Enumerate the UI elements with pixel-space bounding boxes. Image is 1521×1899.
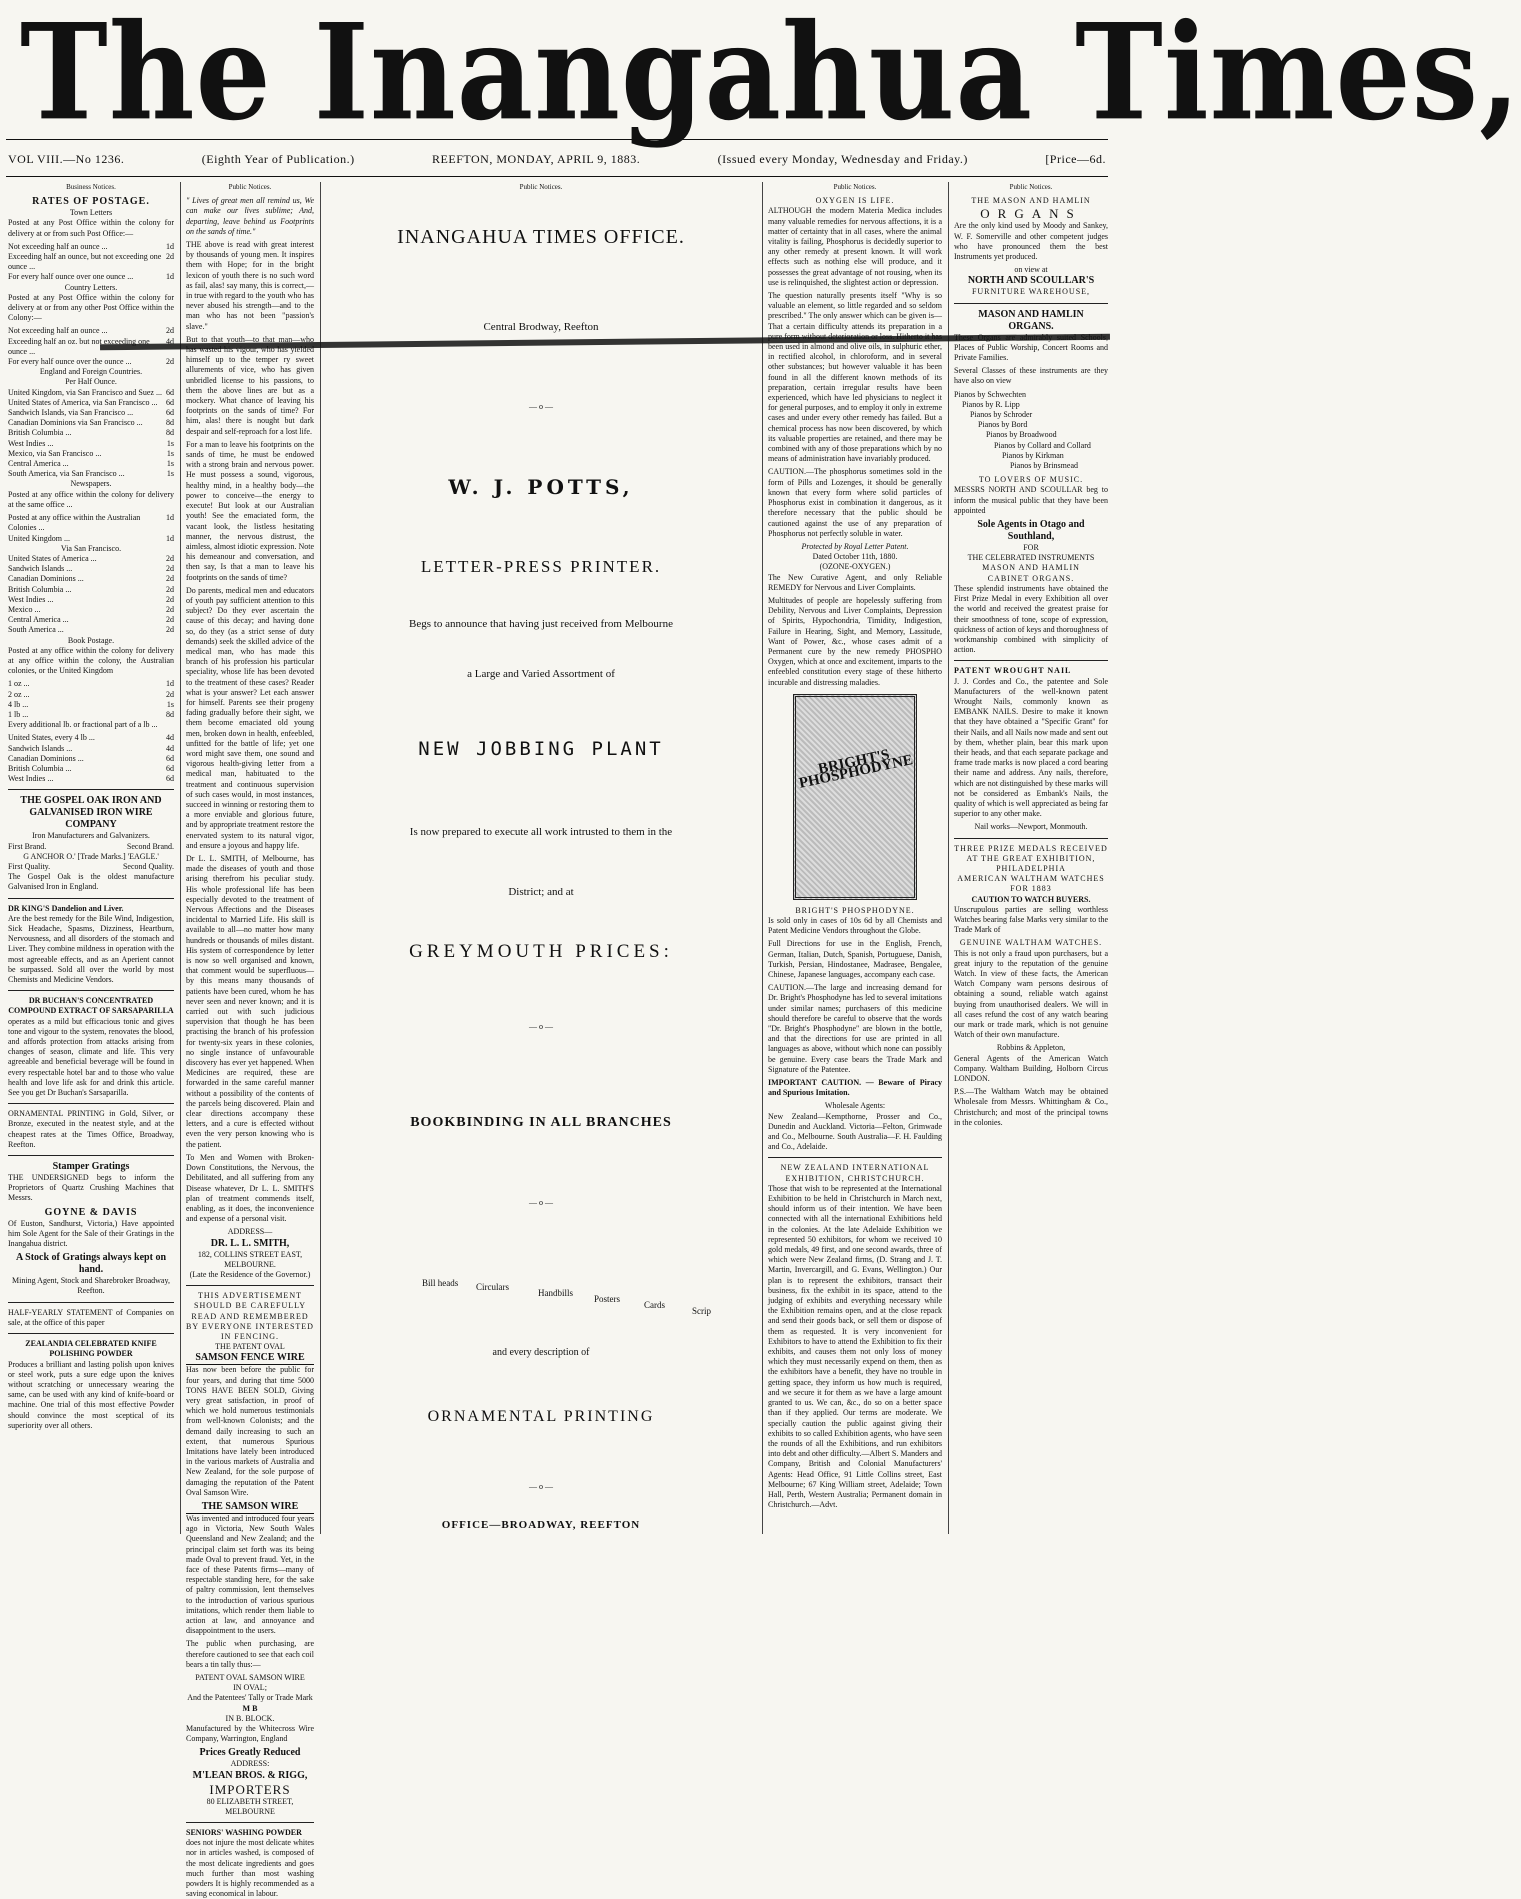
proprietor-name: W. J. POTTS, bbox=[448, 475, 634, 499]
table-cell: 1d bbox=[166, 513, 174, 523]
table-cell: Exceeding half an ounce, but not exceeding one ounce ... bbox=[8, 252, 162, 272]
paragraph: The New Curative Agent, and only Reliable REMEDY for Nervous and Liver Complaints. bbox=[768, 572, 942, 592]
table-row bbox=[8, 459, 174, 469]
column-heading: Business Notices. bbox=[66, 183, 116, 191]
table-cell: United States, every 4 lb ... bbox=[8, 733, 95, 743]
table-cell: 4d bbox=[166, 336, 174, 346]
poem: " Lives of great men all remind us, We can make our lives sublime; And, departing, leave behind us Footprints on the sands of time." bbox=[186, 196, 314, 236]
paragraph: ORNAMENTAL PRINTING in Gold, Silver, or Bronze, executed in the neatest style, and at the cheapest rates at the Times Office, Broadway, Reefton. bbox=[8, 1109, 174, 1149]
table-cell: West Indies ... bbox=[8, 438, 54, 448]
issue-schedule: (Issued every Monday, Wednesday and Friday.) bbox=[717, 152, 968, 166]
bookbinding-heading: BOOKBINDING IN ALL BRANCHES bbox=[410, 1115, 672, 1130]
ad-heading: PATENT WROUGHT NAIL bbox=[954, 666, 1072, 676]
doctor-name: DR. L. L. SMITH, bbox=[210, 1237, 290, 1249]
ad-heading: CABINET ORGANS. bbox=[987, 573, 1075, 583]
column-public-notices-3 bbox=[954, 182, 1108, 1534]
masthead bbox=[0, 0, 1521, 150]
paragraph: Posted at any Post Office within the colony for delivery at or from any other Post Office within the Colony:— bbox=[8, 292, 174, 323]
subheading: England and Foreign Countries. bbox=[39, 367, 143, 377]
tally-text: IN B. BLOCK. bbox=[225, 1713, 275, 1723]
paragraph: For a man to leave his footprints on the sands of time, he must be endowed with a strong brain and nervous power. He must possess a sound, vigorous, healthy mind, in a healthy body—the power to conceive—the energy to execute! But look at our Australian youth! See the emaciated form, the vacant look, the listless hesitating manner, the nervous distrust, the aimless, almost idiotic expression. Note his demeanour and conversation, and then say, Is that a man to leave his footprints on the sands of time? bbox=[186, 439, 314, 582]
list-item: Pianos by Collard and Collard bbox=[994, 440, 1091, 450]
divider bbox=[186, 1822, 314, 1823]
table-cell: 2 oz ... bbox=[8, 689, 30, 699]
product-item: Circulars bbox=[476, 1282, 509, 1292]
ad-heading: CAUTION TO WATCH BUYERS. bbox=[971, 894, 1091, 904]
table-cell: 1s bbox=[166, 448, 174, 458]
phosphodyne-label-illustration bbox=[793, 694, 917, 900]
column-heading: Public Notices. bbox=[228, 183, 272, 191]
table-row bbox=[8, 242, 174, 252]
table-row bbox=[8, 564, 174, 574]
paragraph: J. J. Cordes and Co., the patentee and Sole Manufacturers of the well-known patent Wrought Nails, commonly known as EMBANK NAILS. Desire to make it known that they have obtained a "Specific Grant" for their Nails, and all Nails now made and sent out by them, whether plain, bear this mark upon their heads, and that each separate package and frame trade marks is now placed a cord bearing their name and address. Any nails, therefore, which are not distinguished by these marks will not be considered as Embank's Nails, the quality of which is well appreciated as being far superior to any other make. bbox=[954, 676, 1108, 819]
table-cell: 2d bbox=[166, 625, 174, 635]
table-cell: 1d bbox=[166, 272, 174, 282]
issue-date: REEFTON, MONDAY, APRIL 9, 1883. bbox=[432, 152, 641, 166]
paragraph: Dr L. L. SMITH, of Melbourne, has made the diseases of youth and those arising therefrom his peculiar study. His whole professional life has been especially devoted to the treatment of Nervous Affections and the Diseases incidental to Married Life. His skill is available to all—no matter how many hundreds or thousands of miles distant. His system of correspondence by letter is now so well organised and known, that comment would be superfluous—by this means many thousands of patients have been cured, whom he has never seen and never known; and it is carried out with such judicious supervision that though he has been practising the branch of his profession for twenty-six years in these colonies, no single instance of unfavourable discovery has ever yet happened. When Medicines are required, these are forwarded in the same careful manner without a possibility of the contents of the parcels being discovered. Plain and clear directions accompany these letters, and a cure is effected without even the very person knowing who is the patient. bbox=[186, 854, 314, 1149]
divider bbox=[954, 838, 1108, 839]
column-heading: Public Notices. bbox=[833, 183, 877, 191]
paragraph: This is not only a fraud upon purchasers, but a great injury to the reputation of the genuine Watch. In view of these facts, the American Watch Company warn persons desirous of obtaining a sound, reliable watch against buying from unauthorised dealers. We will in all cases refund the cost of any watch bearing our mark or trade mark, which is not genuine Watch of their own manufacture. bbox=[954, 948, 1108, 1040]
table-cell: United Kingdom ... bbox=[8, 533, 70, 543]
ad-heading: SAMSON FENCE WIRE bbox=[186, 1352, 314, 1365]
table-cell: Canadian Dominions via San Francisco ... bbox=[8, 418, 143, 428]
table-cell: 2d bbox=[166, 594, 174, 604]
table-cell: 1s bbox=[166, 459, 174, 469]
table-cell: 1 oz ... bbox=[8, 679, 30, 689]
table-row bbox=[8, 700, 174, 710]
paragraph: Manufactured by the Whitecross Wire Company, Warrington, England bbox=[186, 1724, 314, 1744]
postage-table-country bbox=[8, 326, 174, 367]
quality-row bbox=[8, 862, 174, 872]
table-cell: 1s bbox=[166, 699, 174, 709]
table-cell: Canadian Dominions ... bbox=[8, 574, 84, 584]
ad-heading: TO LOVERS OF MUSIC. bbox=[978, 475, 1084, 485]
masthead-rule bbox=[6, 139, 1108, 140]
ornament: — o — bbox=[529, 1198, 553, 1207]
table-row bbox=[8, 710, 174, 720]
table-cell: 2d bbox=[166, 252, 174, 262]
tally-text: PATENT OVAL SAMSON WIRE bbox=[195, 1673, 305, 1683]
ad-heading: IMPORTERS bbox=[209, 1781, 291, 1797]
brand-row bbox=[8, 842, 174, 852]
table-cell: 1 lb ... bbox=[8, 709, 29, 719]
ad-heading: THE MASON AND HAMLIN bbox=[971, 196, 1091, 206]
announcement: a Large and Varied Assortment of bbox=[467, 668, 615, 680]
paragraph: Is sold only in cases of 10s 6d by all Chemists and Patent Medicine Vendors throughout the Globe. bbox=[768, 915, 942, 936]
table-row bbox=[8, 357, 174, 367]
paragraph: Has now been before the public for four years, and during that time 5000 TONS HAVE BEEN SOLD, Giving very great satisfaction, in proof of which we hold numerous testimonials from well-known Colonists; and the demand daily increasing to such an extent, that numerous Spurious Imitations have lately been introduced in the various markets of Australia and New Zealand, for the sole purpose of damaging the reputation of the Patent Oval Samson Wire. bbox=[186, 1365, 314, 1497]
list-item: Pianos by Broadwood bbox=[986, 430, 1057, 440]
table-cell: 1s bbox=[166, 438, 174, 448]
table-row bbox=[8, 398, 174, 408]
quality-label: Second Quality. bbox=[122, 861, 174, 871]
office-title: INANGAHUA TIMES OFFICE. bbox=[397, 226, 685, 248]
ad-heading: Stamper Gratings bbox=[52, 1161, 130, 1173]
table-cell: 8d bbox=[166, 709, 174, 719]
table-cell: 2d bbox=[166, 584, 174, 594]
table-cell: 6d bbox=[166, 387, 174, 397]
divider bbox=[8, 1103, 174, 1104]
table-row bbox=[8, 615, 174, 625]
brand-label: First Brand. bbox=[8, 841, 47, 851]
column-divider bbox=[948, 182, 949, 1534]
ad-heading: BRIGHT'S PHOSPHODYNE. bbox=[795, 905, 915, 915]
paragraph: To Men and Women with Broken-Down Constitutions, the Nervous, the Debilitated, and all suffering from any Disease whatever, Dr L. L. SMITH'S plan of treatment commends itself, enabling, as it does, the inconvenience and expense of a personal visit. bbox=[186, 1152, 314, 1224]
paragraph: The public when purchasing, are therefore cautioned to see that each coil bears a tin tally thus:— bbox=[186, 1639, 314, 1669]
table-cell: 4d bbox=[166, 743, 174, 753]
ad-heading: M'LEAN BROS. & RIGG, bbox=[192, 1769, 308, 1781]
ad-heading: OXYGEN IS LIFE. bbox=[815, 196, 895, 206]
doctor-address: 182, COLLINS STREET EAST, MELBOURNE. bbox=[197, 1249, 303, 1269]
table-cell: 2d bbox=[166, 574, 174, 584]
table-cell: Central America ... bbox=[8, 615, 69, 625]
postage-table-book bbox=[8, 679, 174, 720]
table-cell: 2d bbox=[166, 564, 174, 574]
ad-heading: SENIORS' WASHING POWDER bbox=[186, 1828, 302, 1838]
paragraph: IMPORTANT CAUTION. — Beware of Piracy and Spurious Imitation. bbox=[768, 1078, 942, 1098]
table-row bbox=[8, 252, 174, 272]
table-cell: 2d bbox=[166, 326, 174, 336]
paragraph: Was invented and introduced four years ago in Victoria, New South Wales Queensland and New Zealand; and the principal claim set forth was its being made Oval to prevent fraud. Yet, in the face of these Patents firms—many of respectable standing here, for the sake of paltry commission, lent themselves to the introduction of various spurious imitations, which render them liable to action at law, and annoyance and disappointment to the users. bbox=[186, 1513, 314, 1636]
paragraph: Every additional lb. or fractional part of a lb ... bbox=[8, 720, 158, 730]
ad-subheading: 80 ELIZABETH STREET, MELBOURNE bbox=[206, 1796, 294, 1816]
table-row bbox=[8, 326, 174, 336]
ad-subheading: Iron Manufacturers and Galvanizers. bbox=[32, 831, 150, 841]
product-item: Bill heads bbox=[422, 1278, 459, 1288]
trade-title: LETTER-PRESS PRINTER. bbox=[420, 557, 662, 576]
table-cell: Canadian Dominions ... bbox=[8, 753, 84, 763]
table-row bbox=[8, 690, 174, 700]
signature: Robbins & Appleton, bbox=[996, 1043, 1066, 1053]
table-cell: 1d bbox=[166, 679, 174, 689]
label-text: BRIGHT'S PHOSPHODYNE bbox=[797, 746, 915, 792]
paragraph: THE above is read with great interest by thousands of young men. It inspires them with Hope; for in the bright lexicon of youth there is no such word as fail, alas! say many, this is correct,—in true with regard to the youth who has never abused his strength—and to the man who has not been "passion's slave." bbox=[186, 240, 314, 331]
column-public-notices-2 bbox=[768, 182, 942, 1534]
table-cell: 2d bbox=[166, 357, 174, 367]
table-row bbox=[8, 469, 174, 479]
table-cell: United Kingdom, via San Francisco and Suez ... bbox=[8, 387, 162, 397]
office-location: Central Brodway, Reefton bbox=[483, 321, 599, 333]
table-row bbox=[8, 554, 174, 564]
ad-heading: NORTH AND SCOULLAR'S bbox=[967, 275, 1095, 287]
table-cell: British Columbia ... bbox=[8, 763, 72, 773]
column-divider bbox=[762, 182, 763, 1534]
paragraph: ALTHOUGH the modern Materia Medica includes many valuable remedies for nervous affections, it is a matter of certainty that in all cases, where the animal vitality is failing, Phosphorus is decidedly superior to any other remedy at present known. It will work effects such as nothing else will produce, and it possesses the great advantage of not rousing, when its use is relinquished, the slightest action or depression. bbox=[768, 206, 942, 287]
subheading: Wholesale Agents: bbox=[824, 1101, 886, 1111]
table-row bbox=[8, 625, 174, 635]
piano-list bbox=[954, 390, 1108, 472]
ad-heading: Prices Greatly Reduced bbox=[199, 1747, 301, 1759]
ad-heading: DR BUCHAN'S CONCENTRATED COMPOUND EXTRACT OF SARSAPARILLA bbox=[8, 996, 174, 1016]
list-item: Pianos by R. Lipp bbox=[962, 399, 1020, 409]
table-cell: Sandwich Islands ... bbox=[8, 564, 73, 574]
brand-label: Second Brand. bbox=[126, 841, 174, 851]
paragraph: THE UNDERSIGNED begs to inform the Proprietors of Quartz Crushing Machines that Messrs. bbox=[8, 1173, 174, 1203]
ad-heading: MASON AND HAMLIN bbox=[982, 563, 1080, 573]
ad-heading: Sole Agents in Otago and Southland, bbox=[977, 519, 1085, 543]
table-row bbox=[8, 513, 174, 533]
paragraph: Do parents, medical men and educators of youth pay sufficient attention to this subject? Do they ever ascertain the cause of this decay; and having done so, do they (as a strict sense of duty demands) seek the skilled advice of the medical man, who has made this branch of his profession his particular speciality, whose life has been devoted to the treatment of these cases? Reader what is your answer? Let each answer for himself. Parents see their progeny fading gradually before their sight, we them become emaciated old young men, broken down in health, enfeebled, unfitted for the battle of life; yet one word might save them, one sound and vigorous health-giving letter from a medical man, habituated to the treatment and continuous supervision of such cases would, in most instances, succeed in winning or restoring them to a more enviable and glorious future, and by appropriate treatment restore the enervated system to its natural vigor, and ensure a joyous and happy life. bbox=[186, 585, 314, 850]
table-cell: For every half ounce over one ounce ... bbox=[8, 272, 134, 282]
table-cell: 8d bbox=[166, 418, 174, 428]
table-cell: 6d bbox=[166, 397, 174, 407]
ad-heading: GENUINE WALTHAM WATCHES. bbox=[959, 938, 1103, 948]
postage-table-foreign bbox=[8, 388, 174, 480]
patent-date: Dated October 11th, 1880. bbox=[812, 552, 898, 562]
patent-name: (OZONE-OXYGEN.) bbox=[819, 562, 891, 572]
dateline bbox=[8, 152, 1106, 174]
divider bbox=[954, 303, 1108, 304]
announcement: District; and at bbox=[508, 886, 574, 898]
paragraph: New Zealand—Kempthorne, Prosser and Co., Dunedin and Auckland. Victoria—Felton, Grimwade and Co., Melbourne. South Australia—F. H. Faulding and Co., Adelaide. bbox=[768, 1111, 942, 1152]
divider bbox=[8, 898, 174, 899]
list-item: Pianos by Kirkman bbox=[1002, 450, 1064, 460]
ad-subheading: Mining Agent, Stock and Sharebroker Broadway, Reefton. bbox=[12, 1276, 170, 1296]
divider bbox=[768, 1157, 942, 1158]
paragraph: MESSRS NORTH AND SCOULLAR beg to inform the musical public that they have been appointed bbox=[954, 485, 1108, 515]
product-item: Posters bbox=[594, 1294, 621, 1304]
table-row bbox=[8, 418, 174, 428]
table-row bbox=[8, 744, 174, 754]
table-cell: South America, via San Francisco ... bbox=[8, 469, 125, 479]
table-cell: British Columbia ... bbox=[8, 584, 72, 594]
table-cell: 1s bbox=[166, 469, 174, 479]
table-cell: Not exceeding half an ounce ... bbox=[8, 326, 108, 336]
paragraph: operates as a mild but efficacious tonic and gives tone and vigour to the system, renovates the blood, and affords protection from attacks arising from changes of season, climate and life. This very agreeable and beneficial beverage will be found in every respectable hotel bar and to those who value health and love life ask for and drink this article. See you get Dr Buchan's Sarsaparilla. bbox=[8, 1016, 174, 1098]
table-cell: South America ... bbox=[8, 625, 64, 635]
paragraph: Are the best remedy for the Bile Wind, Indigestion, Sick Headache, Spasms, Dizziness, Heartburn, Nervousness, and all disorders of the stomach and Liver. They combine mildness in operation with the most agreeable effects, and as an Aperient cannot be surpassed. Sold all over the world by most Chemists and Medicine Vendors. bbox=[8, 913, 174, 985]
table-row bbox=[8, 574, 174, 584]
ad-heading: THE GOSPEL OAK IRON AND GALVANISED IRON WIRE COMPANY bbox=[20, 795, 162, 831]
table-cell: 6d bbox=[166, 408, 174, 418]
table-cell: 6d bbox=[166, 753, 174, 763]
subheading: Town Letters bbox=[69, 208, 113, 218]
subheading: Book Postage. bbox=[67, 635, 115, 645]
address-label: ADDRESS: bbox=[230, 1759, 270, 1769]
table-row bbox=[8, 764, 174, 774]
product-item: Scrip bbox=[692, 1306, 711, 1316]
list-item: Pianos by Brinsmead bbox=[1010, 461, 1078, 471]
table-cell: Mexico, via San Francisco ... bbox=[8, 448, 102, 458]
paragraph: CAUTION.—The phosphorus sometimes sold in the form of Pills and Lozenges, it should be generally known that every form where solid particles of Phosphorus exist in combination it dangerous, as it therefore necessary that the public should be cautioned against the use of any preparation of Phosphorus not perfectly soluble in water. bbox=[768, 467, 942, 538]
table-cell: 1d bbox=[166, 533, 174, 543]
ornament: — o — bbox=[529, 1022, 553, 1031]
product-item: Cards bbox=[644, 1300, 665, 1310]
ad-heading: THREE PRIZE MEDALS RECEIVED AT THE GREAT EXHIBITION, PHILADELPHIA bbox=[954, 843, 1108, 873]
office-address: OFFICE—BROADWAY, REEFTON bbox=[441, 1519, 641, 1531]
column-heading: Public Notices. bbox=[519, 183, 563, 191]
newspaper-title: The Inangahua Times, bbox=[20, 0, 1521, 150]
tally-text: IN OVAL; bbox=[233, 1683, 267, 1693]
ad-heading: ORGANS bbox=[980, 206, 1082, 222]
divider bbox=[8, 990, 174, 991]
dateline-rule bbox=[6, 176, 1108, 177]
table-cell: Mexico ... bbox=[8, 604, 41, 614]
ad-subheading: THE PATENT OVAL bbox=[215, 1342, 285, 1352]
table-row bbox=[8, 595, 174, 605]
patent-note: Protected by Royal Letter Patent. bbox=[801, 541, 909, 551]
paragraph: The question naturally presents itself "Why is so valuable an element, so little regarded and so seldom prescribed." The only answer which can be given is—That a certain difficulty attends its preparation in a pure form without deterioration or loss. Hitherto it has been used in almond and olive oils, in sulphuric ether, in rectified alcohol, in chloroform, and in several other substances; but however valuable it has been found in all the different known methods of its preparation, certain irregular results have been experienced, which have led physicians to neglect it for general purposes, and to employ it only in extreme cases and under every other remedy has failed. But a chemical process has now been discovered, by which its valuable properties are retained, and there may be combined with any of those preparations which by no means of administration have invariably produced. bbox=[768, 291, 942, 464]
paragraph: General Agents of the American Watch Company. Waltham Building, Holborn Circus LONDON. bbox=[954, 1053, 1108, 1084]
postage-title: RATES OF POSTAGE. bbox=[32, 196, 150, 208]
volume-number: VOL VIII.—No 1236. bbox=[8, 152, 125, 166]
ornament: — o — bbox=[529, 402, 553, 411]
tally-text: And the Patentees' Tally or Trade Mark bbox=[187, 1693, 313, 1703]
column-heading: Public Notices. bbox=[1009, 183, 1053, 191]
table-cell: 8d bbox=[166, 428, 174, 438]
paragraph: These splendid instruments have obtained the First Prize Medal in every Exhibition all over the world and received the greatest praise for their smoothness of tone, scope of expression, quickness of action of keys and thoroughness of workmanship combined with simplicity of action. bbox=[954, 583, 1108, 655]
address-label: ADDRESS— bbox=[227, 1227, 273, 1237]
table-cell: British Columbia ... bbox=[8, 428, 72, 438]
ad-heading: ORGANS. bbox=[1008, 320, 1054, 332]
table-cell: Not exceeding half an ounce ... bbox=[8, 241, 108, 251]
paragraph: Posted at any office within the colony for delivery at any office within the colony, the Australian colonies, or the United Kingdom bbox=[8, 645, 174, 676]
notice-heading: THIS ADVERTISEMENT SHOULD BE CAREFULLY READ AND REMEMBERED BY EVERYONE INTERESTED IN FENCING. bbox=[186, 1291, 314, 1341]
table-row bbox=[8, 585, 174, 595]
paragraph: CAUTION.—The large and increasing demand for Dr. Bright's Phosphodyne has led to several imitations under similar names; purchasers of this medicine should therefore be careful to observe that the words "Dr. Bright's Phosphodyne" are blown in the bottle, and that the directions for use are printed in all languages as above, without which none can possibly be genuine. Every case bears the Trade Mark and Signature of the Patentee. bbox=[768, 983, 942, 1074]
table-row bbox=[8, 439, 174, 449]
ad-heading: AMERICAN WALTHAM WATCHES FOR 1883 bbox=[957, 874, 1105, 894]
ornamental-heading: ORNAMENTAL PRINTING bbox=[427, 1408, 655, 1425]
paragraph: Multitudes of people are hopelessly suffering from Debility, Nervous and Liver Complaints, Depression of Spirits, Hypochondria, Timidity, Indigestion, Failure in Hearing, Sight, and Memory, Lassitude, Want of Power, &c., whose cases admit of a Permanent cure by the new remedy PHOSPHO Oxygen, which at once and excitement, imparts to the enfeebled constitution every stage of these hitherto incurable and distressing maladies. bbox=[768, 595, 942, 687]
divider bbox=[8, 1155, 174, 1156]
paragraph: does not injure the most delicate whites nor in articles washed, is composed of the most delicate ingredients and goes much further than most washing powders It is highly recommended as a saving economical in labour. bbox=[186, 1838, 314, 1899]
table-cell: Sandwich Islands ... bbox=[8, 743, 73, 753]
paragraph: Posted at any Post Office within the colony for delivery at or from such Post Office:— bbox=[8, 218, 174, 238]
paragraph: These Organs are admirably suited Schools, Places of Public Worship, Concert Rooms and Private Families. bbox=[954, 332, 1108, 363]
column-printing-office-ad bbox=[326, 182, 756, 1534]
ornament: — o — bbox=[529, 1482, 553, 1491]
ad-heading: MASON AND HAMLIN bbox=[978, 308, 1084, 320]
table-row bbox=[8, 605, 174, 615]
paragraph: Full Directions for use in the English, French, German, Italian, Dutch, Spanish, Portuguese, Danish, Turkish, Persian, Hindostanee, Madrasee, Bengalee, Chinese, Japanese languages, accompany each case. bbox=[768, 939, 942, 979]
column-business-notices bbox=[8, 182, 174, 1534]
prices-heading: GREYMOUTH PRICES: bbox=[409, 941, 673, 962]
list-item: Pianos by Schroder bbox=[970, 410, 1033, 420]
list-item: Pianos by Schwechten bbox=[954, 389, 1026, 399]
paragraph: P.S.—The Waltham Watch may be obtained Wholesale from Messrs. Whittingham & Co., Christchurch; and most of the principal towns in the colonies. bbox=[954, 1087, 1108, 1127]
trade-marks: G ANCHOR O.' [Trade Marks.] 'EAGLE.' bbox=[23, 851, 159, 861]
table-cell: West Indies ... bbox=[8, 594, 54, 604]
table-cell: Sandwich Islands, via San Francisco ... bbox=[8, 408, 134, 418]
table-cell: 4 lb ... bbox=[8, 699, 29, 709]
ad-heading: ZEALANDIA CELEBRATED KNIFE POLISHING POWDER bbox=[25, 1339, 157, 1359]
paragraph: Several Classes of these instruments are they have also on view bbox=[954, 366, 1108, 386]
table-cell: Exceeding half an oz. but not exceeding one ounce ... bbox=[8, 336, 150, 356]
ad-heading: GOYNE & DAVIS bbox=[44, 1206, 138, 1218]
table-cell: Posted at any office within the Australian Colonies ... bbox=[8, 513, 141, 533]
table-cell: For every half ounce over the ounce ... bbox=[8, 357, 132, 367]
table-row bbox=[8, 449, 174, 459]
table-row bbox=[8, 337, 174, 357]
divider bbox=[8, 1333, 174, 1334]
paragraph: The Gospel Oak is the oldest manufacture Galvanised Iron in England. bbox=[8, 872, 174, 892]
table-row bbox=[8, 428, 174, 438]
quality-label: First Quality. bbox=[8, 861, 51, 871]
subheading: THE CELEBRATED INSTRUMENTS bbox=[967, 553, 1095, 563]
table-cell: 2d bbox=[166, 689, 174, 699]
table-cell: 6d bbox=[166, 763, 174, 773]
subheading: FOR bbox=[1023, 543, 1039, 553]
subheading: Via San Francisco. bbox=[60, 543, 122, 553]
table-row bbox=[8, 733, 174, 743]
table-cell: 6d bbox=[166, 774, 174, 784]
postage-table-news bbox=[8, 513, 174, 544]
paragraph: Are the only kind used by Moody and Sankey, W. F. Somerville and other competent judges who have pronounced them the best Instruments yet produced. bbox=[954, 221, 1108, 262]
table-row bbox=[8, 534, 174, 544]
divider bbox=[954, 660, 1108, 661]
postage-table-sf bbox=[8, 554, 174, 636]
table-cell: 2d bbox=[166, 604, 174, 614]
table-row bbox=[8, 754, 174, 764]
trade-mark: M B bbox=[242, 1703, 258, 1713]
ad-subheading: FURNITURE WAREHOUSE, bbox=[971, 287, 1091, 297]
paragraph: Produces a brilliant and lasting polish upon knives or steel work, puts a sure edge upon the knives without scratching or unnecessary wearing the same, can be used with any kind of knife-board or machine. One trial of this most effective Powder should convince the most sceptical of its superiority over all others. bbox=[8, 1359, 174, 1430]
divider bbox=[8, 789, 174, 790]
announcement: Begs to announce that having just received from Melbourne bbox=[409, 618, 673, 630]
ad-heading: DR KING'S Dandelion and Liver. bbox=[8, 903, 124, 913]
table-cell: 2d bbox=[166, 615, 174, 625]
paragraph: Of Euston, Sandhurst, Victoria,) Have appointed him Sole Agent for the Sale of their Gratings in the Inangahua district. bbox=[8, 1218, 174, 1249]
table-cell: 1d bbox=[166, 241, 174, 251]
subheading: Country Letters. bbox=[64, 282, 118, 292]
publication-year: (Eighth Year of Publication.) bbox=[201, 152, 355, 166]
column-divider bbox=[320, 182, 321, 1534]
list-item: Pianos by Bord bbox=[978, 420, 1028, 430]
plant-heading: NEW JOBBING PLANT bbox=[418, 738, 664, 760]
paragraph: Posted at any office within the colony for delivery at the same office ... bbox=[8, 489, 174, 509]
doctor-note: (Late the Residence of the Governor.) bbox=[189, 1269, 311, 1279]
subheading: on view at bbox=[1014, 265, 1048, 275]
announcement: and every description of bbox=[492, 1347, 590, 1358]
ad-subheading: Nail works—Newport, Monmouth. bbox=[974, 822, 1088, 832]
table-row bbox=[8, 408, 174, 418]
table-cell: 2d bbox=[166, 553, 174, 563]
table-cell: United States of America ... bbox=[8, 553, 97, 563]
subheading: Per Half Ounce. bbox=[65, 377, 117, 387]
table-cell: Central America ... bbox=[8, 459, 69, 469]
subheading: Newspapers. bbox=[70, 479, 112, 489]
paragraph: Unscrupulous parties are selling worthless Watches bearing false Marks very similar to the Trade Mark of bbox=[954, 904, 1108, 935]
ad-heading: NEW ZEALAND INTERNATIONAL EXHIBITION, CHRISTCHURCH. bbox=[780, 1163, 930, 1183]
ad-heading: THE SAMSON WIRE bbox=[186, 1501, 314, 1514]
paragraph: HALF-YEARLY STATEMENT of Companies on sale, at the office of this paper bbox=[8, 1307, 174, 1327]
announcement: Is now prepared to execute all work intrusted to them in the bbox=[409, 826, 673, 838]
column-public-notices-1 bbox=[186, 182, 314, 1899]
table-row bbox=[8, 774, 174, 784]
table-cell: 4d bbox=[166, 733, 174, 743]
postage-table-town bbox=[8, 242, 174, 283]
product-item: Handbills bbox=[538, 1288, 573, 1298]
column-divider bbox=[180, 182, 181, 1534]
paragraph: Those that wish to be represented at the International Exhibition to be held in Christchurch in March next, should inform us of their intention. We have been connected with all the international Exhibitions held in the colonies. At the late Adelaide Exhibition we represented 50 exhibitors, for whom we received 10 gold medals, 49 first, and one second awards, three of which were New Zealand firms, (D. Strang and J. T. Martin, Invercargill, and G. Evans, Wellington.) Our plan is to represent the exhibitors, transact their business, fix the exhibit in its space, attend to the judging of exhibits and everything necessary while the Exhibition remains open, and at the close repack and send their goods back, or sell them or dispose of them as requested. It is very inconvenient for Exhibitors to have to attend the Exhibition to fix their exhibits, and causes them not only loss of money which they must necessarily expend on them, then as the exhibitors have a benefit, they have no trouble in getting space, they inform us how much is required, and we secure it for them as we have a large amount granted to us. We can, &c., do so on a better space than if they applied. Our terms are moderate. We specially caution the public against giving their exhibits to so called Exhibition agents, who have seen the rounds of all the Exhibitions, and run exhibitors into debt and other difficulty.—Albert S. Manders and Company, British and Colonial Manufacturers' Agents: Head Office, 91 Little Collins street, East Melbourne; 67 King William street, Adelaide; Town Hall, Perth, Western Australia; Permanent domain in Christchurch.—Advt. bbox=[768, 1183, 942, 1510]
table-row bbox=[8, 388, 174, 398]
table-row bbox=[8, 272, 174, 282]
table-cell: West Indies ... bbox=[8, 774, 54, 784]
divider bbox=[186, 1285, 314, 1286]
table-cell: United States of America, via San Francisco ... bbox=[8, 397, 158, 407]
table-row bbox=[8, 679, 174, 689]
paragraph: But to that youth—to that man—who has wasted his vigour, who has yielded himself up to the temper ry sweet allurements of vice, who has given unbridled license to his passions, to them the above lines are but as a mockery. What chance of leaving his footprints on the sands of time? For him, alas! there is nought but dark despair and self-reproach for a lost life. bbox=[186, 334, 314, 436]
divider bbox=[8, 1302, 174, 1303]
price: [Price—6d. bbox=[1045, 152, 1106, 166]
postage-table-us bbox=[8, 733, 174, 784]
ad-heading: A Stock of Gratings always kept on hand. bbox=[15, 1252, 166, 1276]
